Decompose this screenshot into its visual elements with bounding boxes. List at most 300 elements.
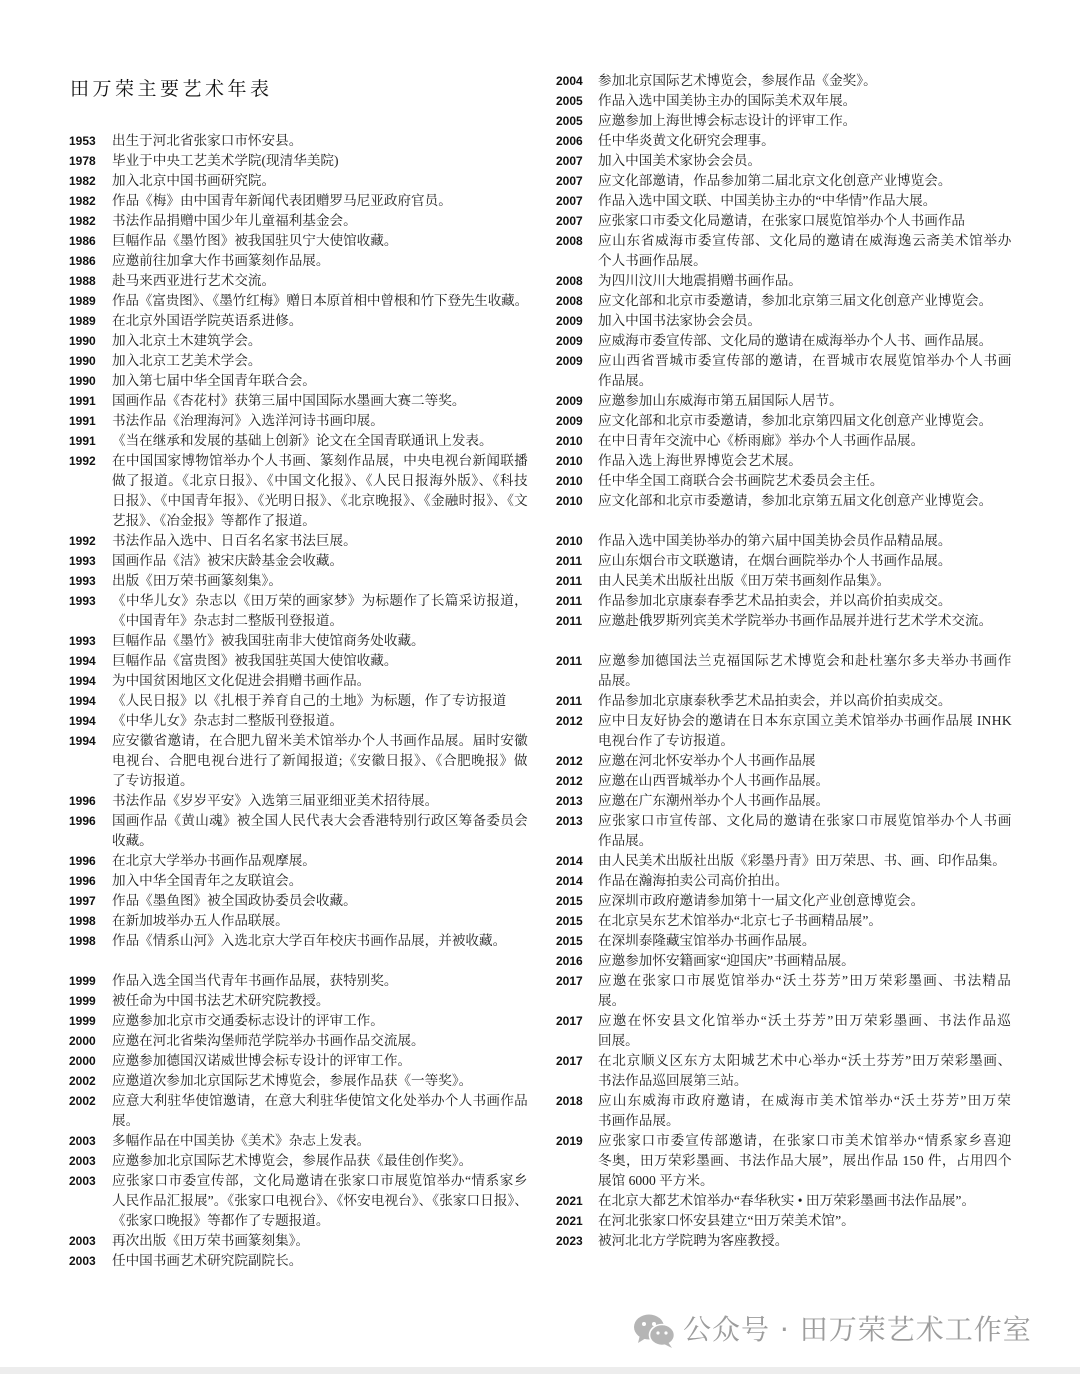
entry-description <box>598 211 1012 231</box>
entry-line-text: 回展。 <box>598 1033 639 1048</box>
entry-description <box>598 911 1012 931</box>
entry-year: 2009 <box>556 414 583 428</box>
entry-line <box>598 911 1012 931</box>
entry-line <box>112 1051 528 1071</box>
entry-line-text: 应山东威海市政府邀请，在威海市美术馆举办“沃土芬芳”田万荣 <box>598 1093 1012 1108</box>
entry-line-text: 在北京顺义区东方太阳城艺术中心举办“沃土芬芳”田万荣彩墨画、 <box>598 1053 1012 1068</box>
entry-year: 1998 <box>69 934 96 948</box>
entry-year: 2002 <box>69 1094 96 1108</box>
entry-description <box>112 1231 528 1251</box>
entry-line <box>598 191 1012 211</box>
timeline-entry <box>556 1091 1014 1131</box>
entry-line <box>112 251 528 271</box>
entry-line <box>112 671 528 691</box>
entry-year: 2011 <box>556 594 583 608</box>
timeline-entry <box>556 431 1014 451</box>
entry-year: 2012 <box>556 754 583 768</box>
timeline-entry <box>69 251 529 271</box>
entry-description <box>112 211 528 231</box>
entry-year: 1994 <box>69 694 96 708</box>
entry-year: 2002 <box>69 1074 96 1088</box>
entry-line-text: 巨幅作品《墨竹图》被我国驻贝宁大使馆收藏。 <box>112 233 398 248</box>
entry-line <box>112 1251 528 1271</box>
timeline-entry <box>556 691 1014 711</box>
entry-line <box>112 311 528 331</box>
timeline-entry <box>69 1251 529 1271</box>
timeline-entry <box>69 231 529 251</box>
entry-year: 1994 <box>69 674 96 688</box>
entry-year: 2010 <box>556 434 583 448</box>
entry-line-text: 应邀参加怀安籍画家“迎国庆”书画精品展。 <box>598 953 855 968</box>
entry-line <box>598 391 1012 411</box>
timeline-entry <box>556 531 1014 551</box>
entry-line-text: 应邀前往加拿大作书画篆刻作品展。 <box>112 253 330 268</box>
timeline-entry <box>556 911 1014 931</box>
entry-line-text: 冬奥，田万荣彩墨画、书法作品大展”，展出作品 150 件，占用四个 <box>598 1153 1012 1168</box>
entry-year: 2013 <box>556 814 583 828</box>
entry-line-text: 加入第七届中华全国青年联合会。 <box>112 373 316 388</box>
entry-line-text: 在北京大都艺术馆举办“春华秋实 • 田万荣彩墨画书法作品展”。 <box>598 1193 976 1208</box>
entry-line-text: 任中国书画艺术研究院副院长。 <box>112 1253 303 1268</box>
entry-line <box>112 991 528 1011</box>
entry-line-text: 应山西省晋城市委宣传部的邀请，在晋城市农展览馆举办个人书画 <box>598 353 1012 368</box>
entry-line-text: 参加北京国际艺术博览会，参展作品《金奖》。 <box>598 73 877 88</box>
entry-line-text: 收藏。 <box>112 833 153 848</box>
entry-line <box>112 231 528 251</box>
entry-description <box>598 171 1012 191</box>
entry-line <box>598 171 1012 191</box>
entry-year: 2015 <box>556 914 583 928</box>
entry-description <box>598 871 1012 891</box>
entry-line-text: 电视台作了专访报道。 <box>598 733 734 748</box>
entry-line-text: 在中日青年交流中心《桥雨廊》举办个人书画作品展。 <box>598 433 925 448</box>
entry-line <box>112 1171 528 1191</box>
entry-year: 2007 <box>556 214 583 228</box>
entry-year: 2012 <box>556 774 583 788</box>
timeline-entry <box>69 171 529 191</box>
entry-line-text: 展。 <box>112 1113 140 1128</box>
entry-year: 1993 <box>69 574 96 588</box>
timeline-entry <box>556 231 1014 271</box>
entry-line <box>112 751 528 771</box>
entry-year: 2007 <box>556 154 583 168</box>
entry-line <box>112 1191 528 1211</box>
timeline-entry <box>556 291 1014 311</box>
entry-line <box>112 411 528 431</box>
entry-line <box>598 451 1012 471</box>
entry-description <box>598 1091 1012 1131</box>
entry-description <box>598 291 1012 311</box>
entry-year: 1999 <box>69 994 96 1008</box>
entry-description <box>112 671 528 691</box>
timeline-entry <box>556 651 1014 691</box>
timeline-entry <box>556 351 1014 391</box>
entry-line-text: 加入北京工艺美术学会。 <box>112 353 262 368</box>
entry-line <box>112 151 528 171</box>
entry-description <box>598 111 1012 131</box>
entry-line-text: 应邀在广东潮州举办个人书画作品展。 <box>598 793 830 808</box>
entry-year: 2023 <box>556 1234 583 1248</box>
timeline-entry <box>69 591 529 631</box>
entry-line-text: 书法作品巡回展第三站。 <box>598 1073 748 1088</box>
entry-year: 2003 <box>69 1134 96 1148</box>
entry-line-text: 展。 <box>598 993 626 1008</box>
timeline-entry <box>69 1151 529 1171</box>
entry-year: 2010 <box>556 494 583 508</box>
entry-description <box>598 931 1012 951</box>
entry-year: 2010 <box>556 454 583 468</box>
entry-description <box>598 151 1012 171</box>
timeline-entry <box>69 1231 529 1251</box>
entry-line <box>112 471 528 491</box>
entry-description <box>112 591 528 631</box>
entry-line <box>112 271 528 291</box>
entry-line <box>598 411 1012 431</box>
entry-line-text: 任中华全国工商联合会书画院艺术委员会主任。 <box>598 473 884 488</box>
entry-line-text: 作品《富贵图》、《墨竹红梅》赠日本原首相中曾根和竹下登先生收藏。 <box>112 293 528 308</box>
timeline-entry <box>69 131 529 151</box>
entry-description <box>598 491 1012 511</box>
timeline-entry <box>69 551 529 571</box>
entry-line-text: 在中国国家博物馆举办个人书画、篆刻作品展，中央电视台新闻联播 <box>112 453 528 468</box>
timeline-entry <box>69 791 529 811</box>
entry-description <box>112 311 528 331</box>
entry-line <box>112 891 528 911</box>
timeline-entry <box>556 611 1014 631</box>
entry-line <box>112 391 528 411</box>
timeline-entry <box>556 111 1014 131</box>
entry-description <box>112 451 528 531</box>
entry-description <box>598 571 1012 591</box>
timeline-entry <box>556 1191 1014 1211</box>
timeline-entry <box>69 391 529 411</box>
entry-line-text: 作品入选中国文联、中国美协主办的“中华情”作品大展。 <box>598 193 937 208</box>
entry-line <box>112 1011 528 1031</box>
entry-description <box>598 311 1012 331</box>
entry-description <box>112 791 528 811</box>
entry-line <box>112 1151 528 1171</box>
entry-year: 2000 <box>69 1054 96 1068</box>
entry-line <box>598 931 1012 951</box>
entry-line <box>598 491 1012 511</box>
entry-line-text: 《中国青年》杂志封二整版刊登报道。 <box>112 613 344 628</box>
entry-description <box>598 891 1012 911</box>
entry-description <box>112 371 528 391</box>
entry-line-text: 由人民美术出版社出版《田万荣书画刻作品集》。 <box>598 573 891 588</box>
page-bottom-edge <box>0 1367 1080 1374</box>
timeline-entry <box>69 211 529 231</box>
entry-year: 1989 <box>69 294 96 308</box>
entry-line-text: 出版《田万荣书画篆刻集》。 <box>112 573 282 588</box>
entry-description <box>112 531 528 551</box>
entry-description <box>112 291 528 311</box>
entry-line-text: 国画作品《洁》被宋庆龄基金会收藏。 <box>112 553 344 568</box>
entry-line-text: 日报》、《中国青年报》、《光明日报》、《北京晚报》、《金融时报》、《文 <box>112 493 528 508</box>
entry-line-text: 做了报道。《北京日报》、《中国文化报》、《人民日报海外版》、《科技 <box>112 473 528 488</box>
timeline-entry <box>556 811 1014 851</box>
entry-description <box>598 451 1012 471</box>
entry-line <box>112 711 528 731</box>
entry-description <box>112 1171 528 1231</box>
entry-description <box>598 1131 1012 1191</box>
entry-year: 1993 <box>69 554 96 568</box>
entry-line-text: 应文化部和北京市委邀请，参加北京第五届文化创意产业博览会。 <box>598 493 993 508</box>
entry-year: 1996 <box>69 854 96 868</box>
entry-line <box>598 531 1012 551</box>
entry-line-text: 作品《梅》由中国青年新闻代表团赠罗马尼亚政府官员。 <box>112 193 452 208</box>
entry-line-text: 加入中国书法家协会会员。 <box>598 313 762 328</box>
entry-line <box>598 471 1012 491</box>
entry-line <box>598 91 1012 111</box>
entry-line-text: 艺报》、《冶金报》等都作了报道。 <box>112 513 316 528</box>
timeline-entry <box>69 271 529 291</box>
entry-description <box>112 631 528 651</box>
entry-line <box>112 771 528 791</box>
entry-line <box>112 131 528 151</box>
entry-line <box>598 791 1012 811</box>
entry-line-text: 书法作品《治理海河》入选洋河诗书画印展。 <box>112 413 384 428</box>
entry-description <box>112 1131 528 1151</box>
entry-year: 1994 <box>69 714 96 728</box>
entry-year: 1991 <box>69 394 96 408</box>
timeline-entry <box>556 871 1014 891</box>
entry-description <box>112 231 528 251</box>
timeline-entry <box>69 711 529 731</box>
entry-line <box>598 651 1012 671</box>
entry-line-text: 人民作品汇报展”。《张家口电视台》、《怀安电视台》、《张家口日报》、 <box>112 1193 528 1208</box>
entry-description <box>112 891 528 911</box>
entry-line-text: 电视台、合肥电视台进行了新闻报道;《安徽日报》、《合肥晚报》做 <box>112 753 528 768</box>
entry-line <box>598 771 1012 791</box>
entry-year: 2009 <box>556 354 583 368</box>
entry-description <box>112 1091 528 1131</box>
entry-line <box>598 1091 1012 1111</box>
entry-year: 2007 <box>556 194 583 208</box>
entry-line-text: 赴马来西亚进行艺术交流。 <box>112 273 276 288</box>
entry-year: 2017 <box>556 1014 583 1028</box>
entry-line-text: 应意大利驻华使馆邀请，在意大利驻华使馆文化处举办个人书画作品 <box>112 1093 528 1108</box>
entry-line-text: 加入中华全国青年之友联谊会。 <box>112 873 303 888</box>
entry-line <box>598 851 1012 871</box>
timeline-entry <box>556 711 1014 751</box>
entry-description <box>598 851 1012 871</box>
entry-year: 2003 <box>69 1254 96 1268</box>
timeline-entry <box>556 131 1014 151</box>
entry-year: 2004 <box>556 74 583 88</box>
entry-description <box>112 391 528 411</box>
entry-line <box>598 1171 1012 1191</box>
entry-line <box>598 351 1012 371</box>
entry-line <box>112 1091 528 1111</box>
entry-line <box>598 251 1012 271</box>
entry-line-text: 被任命为中国书法艺术研究院教授。 <box>112 993 330 1008</box>
entry-description <box>598 131 1012 151</box>
entry-year: 1982 <box>69 214 96 228</box>
entry-line-text: 应威海市委宣传部、文化局的邀请在威海举办个人书、画作品展。 <box>598 333 993 348</box>
entry-year: 2003 <box>69 1234 96 1248</box>
entry-line-text: 在深圳泰隆藏宝馆举办书画作品展。 <box>598 933 816 948</box>
timeline-entry <box>69 811 529 851</box>
entry-line <box>112 171 528 191</box>
entry-line-text: 《人民日报》以《扎根于养育自己的土地》为标题，作了专访报道 <box>112 693 507 708</box>
timeline-entry <box>556 931 1014 951</box>
entry-line <box>598 551 1012 571</box>
timeline-entry <box>556 331 1014 351</box>
entry-description <box>112 551 528 571</box>
entry-line-text: 书画作品展。 <box>598 1113 680 1128</box>
entry-line-text: 应中日友好协会的邀请在日本东京国立美术馆举办书画作品展 INHK <box>598 713 1012 728</box>
entry-line-text: 作品入选中国美协举办的第六届中国美协会员作品精品展。 <box>598 533 952 548</box>
entry-year: 2012 <box>556 714 583 728</box>
entry-line-text: 应山东省威海市委宣传部、文化局的邀请在威海逸云斋美术馆举办 <box>598 233 1012 248</box>
entry-description <box>598 791 1012 811</box>
timeline-entry <box>556 311 1014 331</box>
entry-description <box>112 811 528 851</box>
entry-line <box>112 1111 528 1131</box>
entry-year: 1999 <box>69 1014 96 1028</box>
timeline-entry <box>69 931 529 951</box>
entry-year: 1990 <box>69 374 96 388</box>
entry-line <box>598 591 1012 611</box>
entry-description <box>598 331 1012 351</box>
entry-line-text: 巨幅作品《富贵图》被我国驻英国大使馆收藏。 <box>112 653 398 668</box>
timeline-entry <box>556 551 1014 571</box>
entry-line <box>598 431 1012 451</box>
entry-line-text: 应邀参加上海世博会标志设计的评审工作。 <box>598 113 857 128</box>
entry-description <box>112 691 528 711</box>
entry-line-text: 多幅作品在中国美协《美术》杂志上发表。 <box>112 1133 371 1148</box>
entry-line <box>112 931 528 951</box>
entry-line-text: 《张家口晚报》等都作了专题报道。 <box>112 1213 330 1228</box>
timeline-entry <box>69 871 529 891</box>
entry-description <box>112 571 528 591</box>
entry-line <box>112 1211 528 1231</box>
entry-line-text: 为四川汶川大地震捐赠书画作品。 <box>598 273 802 288</box>
entry-line-text: 作品《情系山河》入选北京大学百年校庆书画作品展，并被收藏。 <box>112 933 507 948</box>
entry-description <box>112 711 528 731</box>
entry-line-text: 作品参加北京康泰秋季艺术品拍卖会，并以高价拍卖成交。 <box>598 693 952 708</box>
timeline-entry <box>69 571 529 591</box>
entry-description <box>598 1211 1012 1231</box>
entry-description <box>112 871 528 891</box>
timeline-entry <box>556 491 1014 511</box>
entry-line <box>112 191 528 211</box>
entry-line <box>112 591 528 611</box>
entry-year: 2016 <box>556 954 583 968</box>
entry-year: 2013 <box>556 794 583 808</box>
entry-description <box>112 431 528 451</box>
entry-line-text: 作品入选中国美协主办的国际美术双年展。 <box>598 93 857 108</box>
entry-line <box>112 571 528 591</box>
entry-year: 1993 <box>69 594 96 608</box>
entry-line <box>598 1231 1012 1251</box>
timeline-entry <box>556 1231 1014 1251</box>
entry-line <box>112 371 528 391</box>
entry-line <box>598 131 1012 151</box>
timeline-entry <box>69 431 529 451</box>
timeline-entry <box>556 1131 1014 1191</box>
timeline-entry <box>69 731 529 791</box>
entry-year: 1992 <box>69 534 96 548</box>
entry-description <box>598 1051 1012 1091</box>
entry-line <box>598 371 1012 391</box>
entry-year: 1990 <box>69 354 96 368</box>
entry-line-text: 应邀参加山东威海市第五届国际人居节。 <box>598 393 843 408</box>
entry-description <box>112 931 528 951</box>
entry-line <box>112 291 528 311</box>
entry-description <box>598 91 1012 111</box>
timeline-entry <box>556 1051 1014 1091</box>
timeline-entry <box>556 391 1014 411</box>
timeline-entry <box>69 1071 529 1091</box>
timeline-entry <box>69 1051 529 1071</box>
entry-year: 1992 <box>69 454 96 468</box>
entry-line-text: 应邀在怀安县文化馆举办“沃土芬芳”田万荣彩墨画、书法作品巡 <box>598 1013 1012 1028</box>
timeline-entry <box>69 191 529 211</box>
timeline-entry <box>556 91 1014 111</box>
timeline-entry <box>69 331 529 351</box>
entry-year: 2021 <box>556 1194 583 1208</box>
entry-year: 2009 <box>556 334 583 348</box>
timeline-entry <box>556 411 1014 431</box>
entry-line <box>598 111 1012 131</box>
timeline-entry <box>556 1011 1014 1051</box>
entry-description <box>112 731 528 791</box>
entry-description <box>112 331 528 351</box>
entry-line-text: 应张家口市委宣传部，文化局邀请在张家口市展览馆举办“情系家乡 <box>112 1173 528 1188</box>
entry-line <box>112 351 528 371</box>
entry-description <box>112 1051 528 1071</box>
entry-line <box>598 311 1012 331</box>
entry-year: 2006 <box>556 134 583 148</box>
entry-description <box>598 951 1012 971</box>
entry-description <box>598 591 1012 611</box>
entry-line <box>598 871 1012 891</box>
entry-line <box>598 611 1012 631</box>
timeline-entry <box>556 171 1014 191</box>
timeline-entry <box>69 911 529 931</box>
entry-year: 2019 <box>556 1134 583 1148</box>
entry-line <box>112 431 528 451</box>
entry-line <box>112 811 528 831</box>
entry-line-text: 应安徽省邀请，在合肥九留米美术馆举办个人书画作品展。届时安徽 <box>112 733 528 748</box>
entry-line <box>598 1071 1012 1091</box>
entry-description <box>598 651 1012 691</box>
entry-description <box>112 1251 528 1271</box>
entry-year: 2017 <box>556 1054 583 1068</box>
entry-line-text: 应邀参加德国汉诺威世博会标专设计的评审工作。 <box>112 1053 412 1068</box>
entry-line-text: 加入中国美术家协会会员。 <box>598 153 762 168</box>
entry-year: 2015 <box>556 934 583 948</box>
entry-line-text: 应文化部邀请，作品参加第二届北京文化创意产业博览会。 <box>598 173 952 188</box>
entry-line <box>598 711 1012 731</box>
entry-line <box>112 531 528 551</box>
entry-year: 1999 <box>69 974 96 988</box>
entry-line <box>598 1031 1012 1051</box>
timeline-entry <box>556 951 1014 971</box>
entry-description <box>598 431 1012 451</box>
entry-description <box>598 811 1012 851</box>
entry-line <box>598 71 1012 91</box>
entry-year: 1989 <box>69 314 96 328</box>
entry-line <box>112 731 528 751</box>
entry-description <box>598 551 1012 571</box>
entry-line-text: 在河北张家口怀安县建立“田万荣美术馆”。 <box>598 1213 855 1228</box>
entry-line-text: 作品在瀚海拍卖公司高价拍出。 <box>598 873 789 888</box>
entry-description <box>598 351 1012 391</box>
entry-line-text: 了专访报道。 <box>112 773 194 788</box>
timeline-entry <box>69 851 529 871</box>
